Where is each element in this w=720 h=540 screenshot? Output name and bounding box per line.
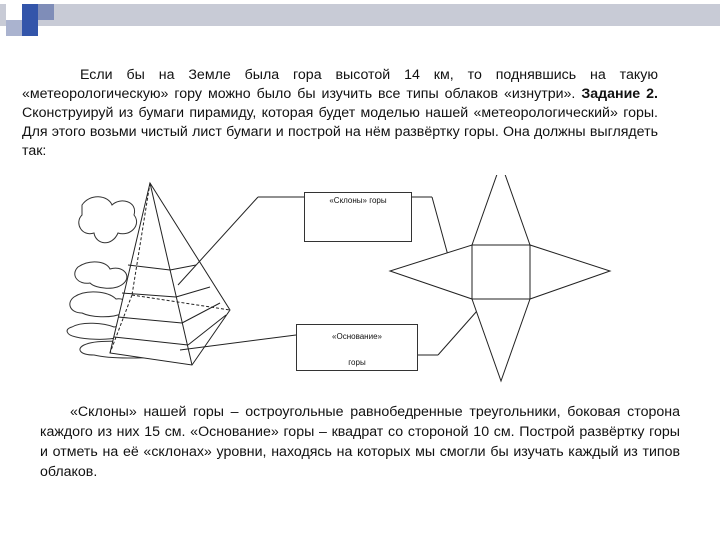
callout-slopes <box>304 192 412 242</box>
intro-sentence: Если бы на Земле была гора высотой 14 км, то поднявшись на такую «метеорологическую» гору можно было бы изучить все типы облаков «изнутри». <box>22 67 658 102</box>
header-square-light <box>6 20 22 36</box>
net-triangle-right <box>530 245 610 299</box>
header-square-blue-2 <box>22 20 38 36</box>
task-text: Сконструируй из бумаги пирамиду, которая будет моделью нашей «метеорологический» горы. Для этого возьми чистый лист бумаги и построй на нём развёртку горы. Она должны выглядеть так: <box>22 105 658 159</box>
header-squares <box>0 0 720 40</box>
intro-text <box>22 66 658 161</box>
callout-slopes-label: «Склоны» горы <box>329 196 387 205</box>
net-triangle-top <box>472 175 530 245</box>
header-bar <box>0 4 720 26</box>
callout-base <box>296 324 418 371</box>
pyramid-net <box>390 175 610 381</box>
net-square-base <box>472 245 530 299</box>
callout-base-label-1: «Основание» <box>332 332 382 341</box>
pointer-slopes-left <box>178 197 258 285</box>
net-triangle-left <box>390 245 472 299</box>
header-square-blue <box>22 4 38 20</box>
intro-paragraph <box>22 66 658 161</box>
pyramid-figure <box>60 175 680 385</box>
cloud-middle <box>75 262 127 288</box>
callout-base-label-2: горы <box>348 358 366 367</box>
instructions-paragraph <box>40 402 680 482</box>
instructions-text: «Склоны» нашей горы – остроугольные равнобедренные треугольники, боковая сторона каждого из них 15 см. «Основание» горы – квадрат со стороной 10 см. Построй развёртку горы и отметь на её «склонах» уровни, находясь на которых мы смогли бы изучать каждый из типов облаков. <box>40 404 680 480</box>
net-triangle-bottom <box>472 299 530 381</box>
cloud-top <box>79 197 137 243</box>
task-label: Задание 2. <box>581 86 658 102</box>
slide-header-decoration <box>0 0 720 40</box>
header-square-white <box>6 4 22 20</box>
header-square-mid <box>38 4 54 20</box>
